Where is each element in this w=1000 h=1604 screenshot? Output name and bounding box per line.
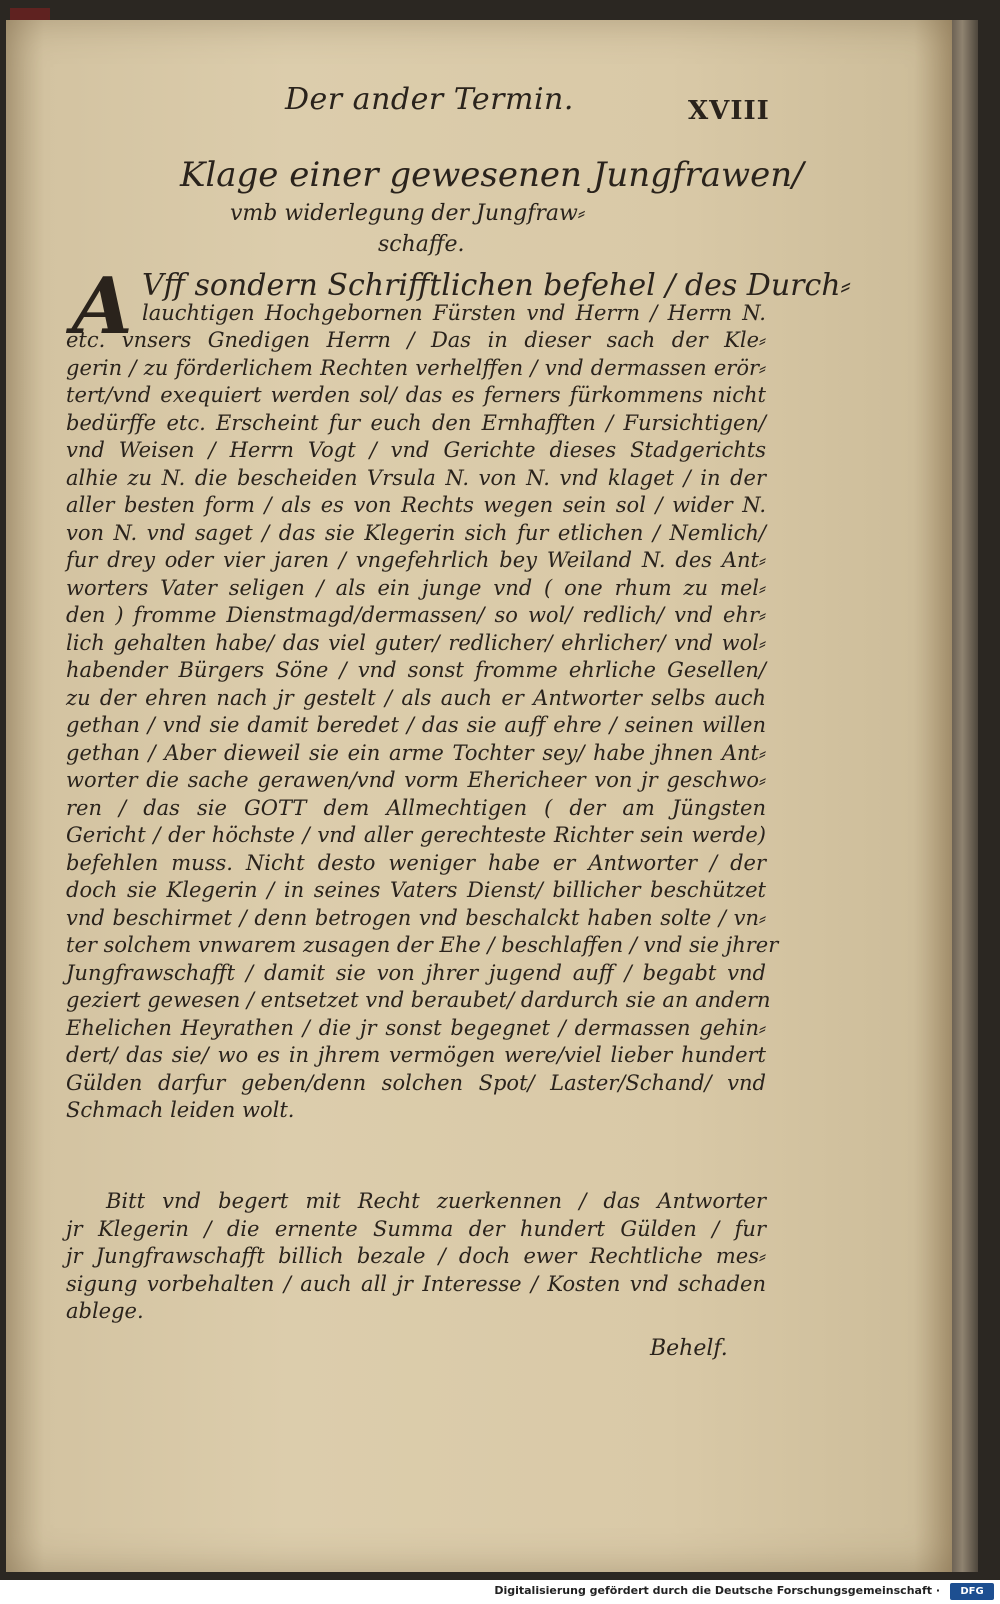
catchword: Behelf. xyxy=(650,1336,728,1361)
text-line: Gericht / der höchste / vnd aller gerechteste Richter sein werde) xyxy=(66,823,766,847)
text-line: gethan / vnd sie damit beredet / das sie auff ehre / seinen willen xyxy=(66,713,766,737)
text-line: Jungfrawschafft / damit sie von jhrer jugend auff / begabt vnd xyxy=(66,960,766,985)
text-line: geziert gewesen / entsetzet vnd beraubet/ dardurch sie an andern xyxy=(66,988,771,1012)
text-line: Vff sondern Schrifftlichen befehel / des Durch⸗ xyxy=(142,268,851,303)
text-line: dert/ das sie/ wo es in jhrem vermögen were/viel lieber hundert xyxy=(66,1043,766,1067)
title-line-1: Klage einer gewesenen Jungfrawen/ xyxy=(180,155,804,195)
text-line: ter solchem vnwarem zusagen der Ehe / beschlaffen / vnd sie jhrer xyxy=(66,933,779,957)
text-line: jr Klegerin / die ernente Summa der hundert Gülden / fur xyxy=(66,1216,766,1241)
text-line: aller besten form / als es von Rechts wegen sein sol / wider N. xyxy=(66,493,766,517)
title-line-2: vmb widerlegung der Jungfraw⸗ xyxy=(230,201,586,226)
text-line: jr Jungfrawschafft billich bezale / doch ewer Rechtliche mes⸗ xyxy=(66,1244,766,1268)
text-line: lich gehalten habe/ das viel guter/ redlicher/ ehrlicher/ vnd wol⸗ xyxy=(66,630,766,655)
text-line: den ) fromme Dienstmagd/dermassen/ so wol/ redlich/ vnd ehr⸗ xyxy=(66,603,766,627)
text-line: vnd beschirmet / denn betrogen vnd beschalckt haben solte / vn⸗ xyxy=(66,905,766,930)
paragraph-2 xyxy=(66,1188,766,1326)
paragraph-1 xyxy=(66,268,851,1125)
text-line: gethan / Aber dieweil sie ein arme Tochter sey/ habe jhnen Ant⸗ xyxy=(66,740,766,765)
text-line: vnd Weisen / Herrn Vogt / vnd Gerichte dieses Stadgerichts xyxy=(66,438,766,462)
text-line: alhie zu N. die bescheiden Vrsula N. von N. vnd klaget / in der xyxy=(66,465,766,490)
text-line: gerin / zu förderlichem Rechten verhelffen / vnd dermassen erör⸗ xyxy=(66,355,766,380)
text-line: bedürffe etc. Erscheint fur euch den Ernhafften / Fursichtigen/ xyxy=(66,410,766,435)
drop-capital: A xyxy=(72,261,133,352)
text-line: tert/vnd exequiert werden sol/ das es ferners fürkommens nicht xyxy=(66,383,766,407)
folio-number: XVIII xyxy=(688,96,770,126)
title-line-3: schaffe. xyxy=(378,232,465,257)
text-line: zu der ehren nach jr gestelt / als auch er Antworter selbs auch xyxy=(66,685,766,710)
text-line: worter die sache gerawen/vnd vorm Ehericheer von jr geschwo⸗ xyxy=(66,768,766,792)
text-line: habender Bürgers Söne / vnd sonst fromme ehrliche Gesellen/ xyxy=(66,658,766,682)
footer-bar xyxy=(0,1580,1000,1604)
text-line: Schmach leiden wolt. xyxy=(66,1098,295,1122)
text-line: Ehelichen Heyrathen / die jr sonst begegnet / dermassen gehin⸗ xyxy=(66,1015,766,1040)
text-line: worters Vater seligen / als ein junge vnd ( one rhum zu mel⸗ xyxy=(66,575,766,600)
text-line: sigung vorbehalten / auch all jr Interesse / Kosten vnd schaden xyxy=(66,1271,766,1296)
dfg-logo: DFG xyxy=(950,1583,994,1600)
text-line: fur drey oder vier jaren / vngefehrlich bey Weiland N. des Ant⸗ xyxy=(66,548,766,572)
text-line: doch sie Klegerin / in seines Vaters Dienst/ billicher beschützet xyxy=(66,878,766,902)
text-line: ablege. xyxy=(66,1299,144,1323)
footer-credit: Digitalisierung gefördert durch die Deutsche Forschungsgemeinschaft · xyxy=(494,1584,940,1597)
text-line: etc. vnsers Gnedigen Herrn / Das in dieser sach der Kle⸗ xyxy=(66,328,766,352)
text-line: befehlen muss. Nicht desto weniger habe er Antworter / der xyxy=(66,850,766,875)
running-head: Der ander Termin. xyxy=(285,82,574,117)
text-line: lauchtigen Hochgebornen Fürsten vnd Herrn / Herrn N. xyxy=(142,300,766,325)
text-line: Gülden darfur geben/denn solchen Spot/ Laster/Schand/ vnd xyxy=(66,1070,766,1095)
text-line: Bitt vnd begert mit Recht zuerkennen / das Antworter xyxy=(106,1189,766,1213)
text-line: von N. vnd saget / das sie Klegerin sich fur etlichen / Nemlich/ xyxy=(66,520,766,545)
text-line: ren / das sie GOTT dem Allmechtigen ( der am Jüngsten xyxy=(66,795,766,820)
page-edge xyxy=(952,20,978,1572)
